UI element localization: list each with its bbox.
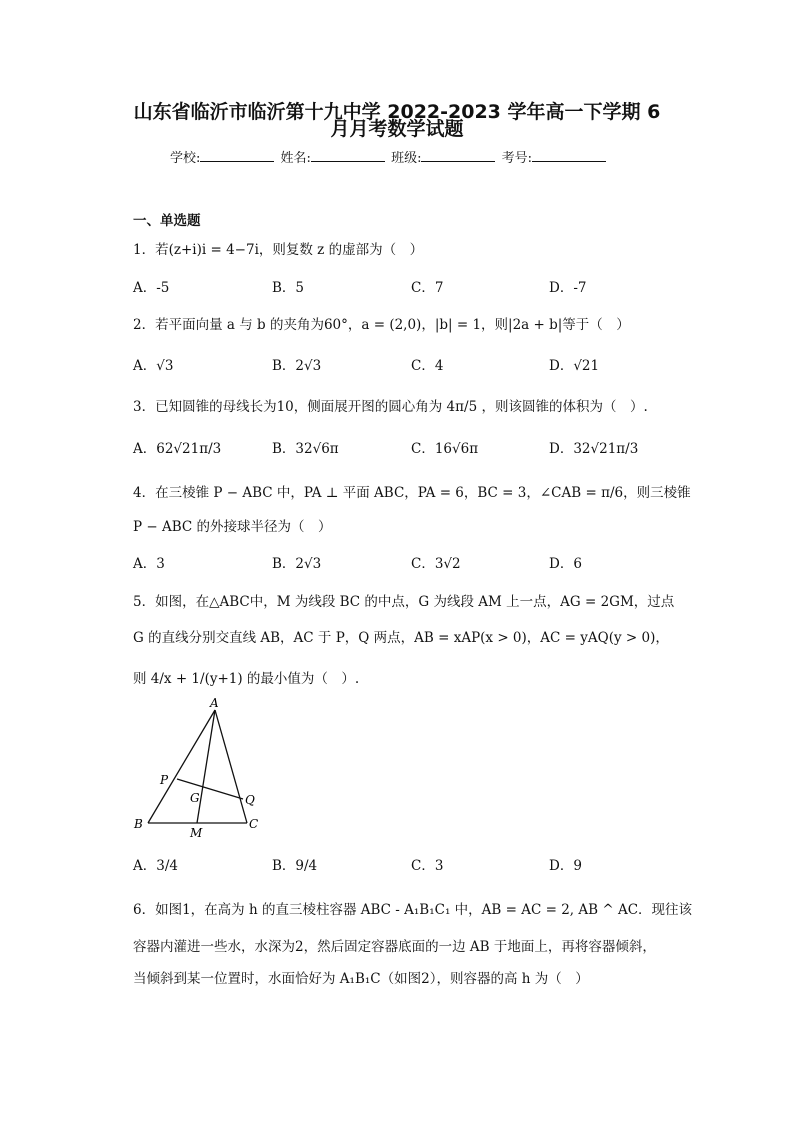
label-m: M xyxy=(190,826,203,840)
school-blank[interactable] xyxy=(200,149,274,162)
q3-option-a: A．62√21π/3 xyxy=(133,441,222,457)
label-q: Q xyxy=(245,793,255,807)
question-6-text-line3: 当倾斜到某一位置时，水面恰好为 A₁B₁C（如图2），则容器的高 h 为（ ） xyxy=(133,971,589,987)
student-info-line xyxy=(170,147,608,166)
q5-option-c: C．3 xyxy=(411,858,444,874)
label-p: P xyxy=(160,773,169,787)
q2-option-a: A．√3 xyxy=(133,358,174,374)
number-blank[interactable] xyxy=(532,149,606,162)
section-heading: 一、单选题 xyxy=(133,213,201,229)
question-5-text-line1: 5．如图，在△ABC中，M 为线段 BC 的中点，G 为线段 AM 上一点，AG = 2GM，过点 xyxy=(133,594,675,610)
q4-option-c: C．3√2 xyxy=(411,556,461,572)
q5-option-a: A．3/4 xyxy=(133,858,178,874)
question-1-text: 1．若(z+i)i = 4−7i，则复数 z 的虚部为（ ） xyxy=(133,242,424,258)
class-blank[interactable] xyxy=(421,149,495,162)
question-6-text-line1: 6．如图1，在高为 h 的直三棱柱容器 ABC - A₁B₁C₁ 中，AB = AC = 2, AB ^ AC．现往该 xyxy=(133,902,693,918)
q1-option-c: C．7 xyxy=(411,280,444,296)
question-4-text-line2: P − ABC 的外接球半径为（ ） xyxy=(133,519,332,535)
name-label: 姓名: xyxy=(280,151,311,166)
q3-option-b: B．32√6π xyxy=(272,441,339,457)
side-ac xyxy=(215,710,247,823)
label-g: G xyxy=(190,791,200,805)
triangle-figure xyxy=(128,695,268,840)
q1-option-a: A．-5 xyxy=(133,280,170,296)
question-3-text: 3．已知圆锥的母线长为10，侧面展开图的圆心角为 4π/5 ，则该圆锥的体积为（ ）. xyxy=(133,399,648,415)
page-title-line2: 月月考数学试题 xyxy=(330,118,464,140)
side-ab xyxy=(148,710,215,823)
q1-option-d: D．-7 xyxy=(549,280,587,296)
q2-option-c: C．4 xyxy=(411,358,444,374)
number-label: 考号: xyxy=(501,151,532,166)
label-b: B xyxy=(134,817,143,831)
q3-option-d: D．32√21π/3 xyxy=(549,441,639,457)
q4-option-a: A．3 xyxy=(133,556,165,572)
q4-option-d: D．6 xyxy=(549,556,582,572)
question-5-text-line2: G 的直线分别交直线 AB，AC 于 P，Q 两点，AB = xAP(x > 0)，AC = yAQ(y > 0)， xyxy=(133,630,669,646)
line-pq xyxy=(177,779,243,799)
question-2-text: 2．若平面向量 a 与 b 的夹角为60°，a = (2,0)，|b| = 1，则|2a + b|等于（ ） xyxy=(133,317,630,333)
label-a: A xyxy=(210,696,219,710)
class-label: 班级: xyxy=(391,151,422,166)
label-c: C xyxy=(249,817,259,831)
q2-option-d: D．√21 xyxy=(549,358,600,374)
q1-option-b: B．5 xyxy=(272,280,305,296)
median-am xyxy=(197,710,215,823)
question-5-text-line3: 则 4/x + 1/(y+1) 的最小值为（ ）. xyxy=(133,671,360,687)
question-4-text-line1: 4．在三棱锥 P − ABC 中，PA ⊥ 平面 ABC，PA = 6，BC = 3，∠CAB = π/6，则三棱锥 xyxy=(133,485,691,501)
school-label: 学校: xyxy=(170,151,201,166)
q4-option-b: B．2√3 xyxy=(272,556,322,572)
page-title-line1: 山东省临沂市临沂第十九中学 2022-2023 学年高一下学期 6 xyxy=(133,101,661,123)
name-blank[interactable] xyxy=(311,149,385,162)
q2-option-b: B．2√3 xyxy=(272,358,322,374)
q5-option-d: D．9 xyxy=(549,858,582,874)
question-6-text-line2: 容器内灌进一些水，水深为2，然后固定容器底面的一边 AB 于地面上，再将容器倾斜， xyxy=(133,939,656,955)
q5-option-b: B．9/4 xyxy=(272,858,318,874)
q3-option-c: C．16√6π xyxy=(411,441,479,457)
